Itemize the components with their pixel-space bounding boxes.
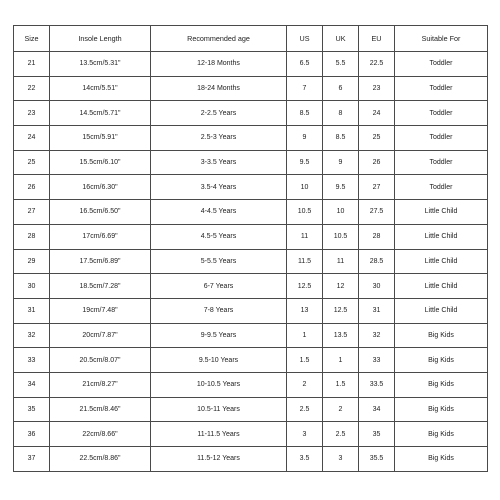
cell-suitable-for: Little Child bbox=[395, 200, 488, 225]
column-header-eu: EU bbox=[359, 26, 395, 52]
cell-recommended-age: 6-7 Years bbox=[151, 274, 287, 299]
cell-eu: 34 bbox=[359, 397, 395, 422]
cell-recommended-age: 5-5.5 Years bbox=[151, 249, 287, 274]
cell-us: 6.5 bbox=[287, 52, 323, 77]
cell-suitable-for: Toddler bbox=[395, 150, 488, 175]
cell-insole-length: 15.5cm/6.10" bbox=[50, 150, 151, 175]
cell-us: 1.5 bbox=[287, 348, 323, 373]
table-row bbox=[14, 447, 488, 472]
cell-suitable-for: Toddler bbox=[395, 175, 488, 200]
cell-uk: 6 bbox=[323, 76, 359, 101]
cell-us: 8.5 bbox=[287, 101, 323, 126]
column-header-uk: UK bbox=[323, 26, 359, 52]
cell-insole-length: 15cm/5.91" bbox=[50, 126, 151, 151]
table-row bbox=[14, 348, 488, 373]
cell-uk: 1.5 bbox=[323, 372, 359, 397]
cell-size: 25 bbox=[14, 150, 50, 175]
cell-suitable-for: Big Kids bbox=[395, 447, 488, 472]
cell-us: 3.5 bbox=[287, 447, 323, 472]
cell-recommended-age: 2.5-3 Years bbox=[151, 126, 287, 151]
cell-suitable-for: Little Child bbox=[395, 249, 488, 274]
size-chart bbox=[13, 25, 487, 472]
cell-recommended-age: 18-24 Months bbox=[151, 76, 287, 101]
cell-eu: 27.5 bbox=[359, 200, 395, 225]
cell-insole-length: 21.5cm/8.46" bbox=[50, 397, 151, 422]
cell-insole-length: 16.5cm/6.50" bbox=[50, 200, 151, 225]
cell-us: 2 bbox=[287, 372, 323, 397]
cell-recommended-age: 9.5-10 Years bbox=[151, 348, 287, 373]
cell-recommended-age: 9-9.5 Years bbox=[151, 323, 287, 348]
cell-size: 31 bbox=[14, 298, 50, 323]
cell-eu: 25 bbox=[359, 126, 395, 151]
table-row bbox=[14, 249, 488, 274]
cell-uk: 2 bbox=[323, 397, 359, 422]
cell-eu: 32 bbox=[359, 323, 395, 348]
cell-eu: 35.5 bbox=[359, 447, 395, 472]
cell-size: 33 bbox=[14, 348, 50, 373]
cell-uk: 10.5 bbox=[323, 224, 359, 249]
cell-recommended-age: 2-2.5 Years bbox=[151, 101, 287, 126]
cell-uk: 8 bbox=[323, 101, 359, 126]
cell-eu: 30 bbox=[359, 274, 395, 299]
cell-eu: 26 bbox=[359, 150, 395, 175]
cell-uk: 13.5 bbox=[323, 323, 359, 348]
cell-size: 30 bbox=[14, 274, 50, 299]
cell-insole-length: 17.5cm/6.89" bbox=[50, 249, 151, 274]
table-row bbox=[14, 126, 488, 151]
table-row bbox=[14, 200, 488, 225]
column-header-insole-length: Insole Length bbox=[50, 26, 151, 52]
cell-uk: 10 bbox=[323, 200, 359, 225]
cell-recommended-age: 3.5-4 Years bbox=[151, 175, 287, 200]
cell-recommended-age: 11.5-12 Years bbox=[151, 447, 287, 472]
cell-uk: 9.5 bbox=[323, 175, 359, 200]
table-row bbox=[14, 397, 488, 422]
cell-suitable-for: Big Kids bbox=[395, 422, 488, 447]
table-row bbox=[14, 150, 488, 175]
cell-size: 26 bbox=[14, 175, 50, 200]
cell-eu: 24 bbox=[359, 101, 395, 126]
cell-insole-length: 18.5cm/7.28" bbox=[50, 274, 151, 299]
cell-size: 28 bbox=[14, 224, 50, 249]
cell-us: 9 bbox=[287, 126, 323, 151]
cell-size: 32 bbox=[14, 323, 50, 348]
cell-suitable-for: Big Kids bbox=[395, 323, 488, 348]
cell-size: 22 bbox=[14, 76, 50, 101]
cell-us: 3 bbox=[287, 422, 323, 447]
cell-eu: 35 bbox=[359, 422, 395, 447]
cell-suitable-for: Big Kids bbox=[395, 372, 488, 397]
cell-insole-length: 14cm/5.51" bbox=[50, 76, 151, 101]
column-header-recommended-age: Recommended age bbox=[151, 26, 287, 52]
cell-insole-length: 17cm/6.69" bbox=[50, 224, 151, 249]
cell-recommended-age: 3-3.5 Years bbox=[151, 150, 287, 175]
cell-eu: 33.5 bbox=[359, 372, 395, 397]
cell-us: 9.5 bbox=[287, 150, 323, 175]
cell-recommended-age: 11-11.5 Years bbox=[151, 422, 287, 447]
cell-recommended-age: 10-10.5 Years bbox=[151, 372, 287, 397]
table-header-row bbox=[14, 26, 488, 52]
cell-recommended-age: 12-18 Months bbox=[151, 52, 287, 77]
cell-insole-length: 21cm/8.27" bbox=[50, 372, 151, 397]
table-row bbox=[14, 372, 488, 397]
cell-uk: 12.5 bbox=[323, 298, 359, 323]
cell-insole-length: 20cm/7.87" bbox=[50, 323, 151, 348]
cell-eu: 33 bbox=[359, 348, 395, 373]
table-row bbox=[14, 52, 488, 77]
cell-uk: 5.5 bbox=[323, 52, 359, 77]
cell-uk: 2.5 bbox=[323, 422, 359, 447]
size-chart-table bbox=[13, 25, 488, 472]
table-row bbox=[14, 323, 488, 348]
cell-suitable-for: Little Child bbox=[395, 224, 488, 249]
table-row bbox=[14, 175, 488, 200]
cell-us: 12.5 bbox=[287, 274, 323, 299]
cell-uk: 9 bbox=[323, 150, 359, 175]
cell-us: 11.5 bbox=[287, 249, 323, 274]
cell-recommended-age: 7-8 Years bbox=[151, 298, 287, 323]
cell-uk: 8.5 bbox=[323, 126, 359, 151]
table-body bbox=[14, 52, 488, 472]
cell-insole-length: 13.5cm/5.31" bbox=[50, 52, 151, 77]
cell-us: 1 bbox=[287, 323, 323, 348]
cell-uk: 12 bbox=[323, 274, 359, 299]
column-header-suitable-for: Suitable For bbox=[395, 26, 488, 52]
cell-eu: 23 bbox=[359, 76, 395, 101]
cell-us: 2.5 bbox=[287, 397, 323, 422]
cell-suitable-for: Toddler bbox=[395, 52, 488, 77]
cell-size: 29 bbox=[14, 249, 50, 274]
cell-insole-length: 22.5cm/8.86" bbox=[50, 447, 151, 472]
cell-size: 24 bbox=[14, 126, 50, 151]
table-row bbox=[14, 224, 488, 249]
cell-suitable-for: Toddler bbox=[395, 101, 488, 126]
cell-suitable-for: Toddler bbox=[395, 126, 488, 151]
cell-suitable-for: Big Kids bbox=[395, 397, 488, 422]
cell-uk: 11 bbox=[323, 249, 359, 274]
cell-insole-length: 14.5cm/5.71" bbox=[50, 101, 151, 126]
table-row bbox=[14, 422, 488, 447]
cell-eu: 27 bbox=[359, 175, 395, 200]
cell-insole-length: 16cm/6.30" bbox=[50, 175, 151, 200]
cell-recommended-age: 4.5-5 Years bbox=[151, 224, 287, 249]
cell-suitable-for: Little Child bbox=[395, 298, 488, 323]
table-row bbox=[14, 298, 488, 323]
cell-size: 21 bbox=[14, 52, 50, 77]
cell-uk: 1 bbox=[323, 348, 359, 373]
cell-insole-length: 19cm/7.48" bbox=[50, 298, 151, 323]
cell-suitable-for: Toddler bbox=[395, 76, 488, 101]
cell-size: 37 bbox=[14, 447, 50, 472]
cell-suitable-for: Big Kids bbox=[395, 348, 488, 373]
column-header-us: US bbox=[287, 26, 323, 52]
table-row bbox=[14, 274, 488, 299]
cell-eu: 28.5 bbox=[359, 249, 395, 274]
cell-size: 23 bbox=[14, 101, 50, 126]
cell-us: 7 bbox=[287, 76, 323, 101]
cell-size: 35 bbox=[14, 397, 50, 422]
cell-eu: 28 bbox=[359, 224, 395, 249]
column-header-size: Size bbox=[14, 26, 50, 52]
table-row bbox=[14, 76, 488, 101]
cell-eu: 31 bbox=[359, 298, 395, 323]
cell-uk: 3 bbox=[323, 447, 359, 472]
cell-insole-length: 22cm/8.66" bbox=[50, 422, 151, 447]
cell-insole-length: 20.5cm/8.07" bbox=[50, 348, 151, 373]
cell-recommended-age: 10.5-11 Years bbox=[151, 397, 287, 422]
cell-us: 10.5 bbox=[287, 200, 323, 225]
table-row bbox=[14, 101, 488, 126]
cell-recommended-age: 4-4.5 Years bbox=[151, 200, 287, 225]
cell-size: 27 bbox=[14, 200, 50, 225]
cell-eu: 22.5 bbox=[359, 52, 395, 77]
cell-size: 36 bbox=[14, 422, 50, 447]
cell-us: 13 bbox=[287, 298, 323, 323]
cell-us: 11 bbox=[287, 224, 323, 249]
cell-size: 34 bbox=[14, 372, 50, 397]
cell-us: 10 bbox=[287, 175, 323, 200]
cell-suitable-for: Little Child bbox=[395, 274, 488, 299]
